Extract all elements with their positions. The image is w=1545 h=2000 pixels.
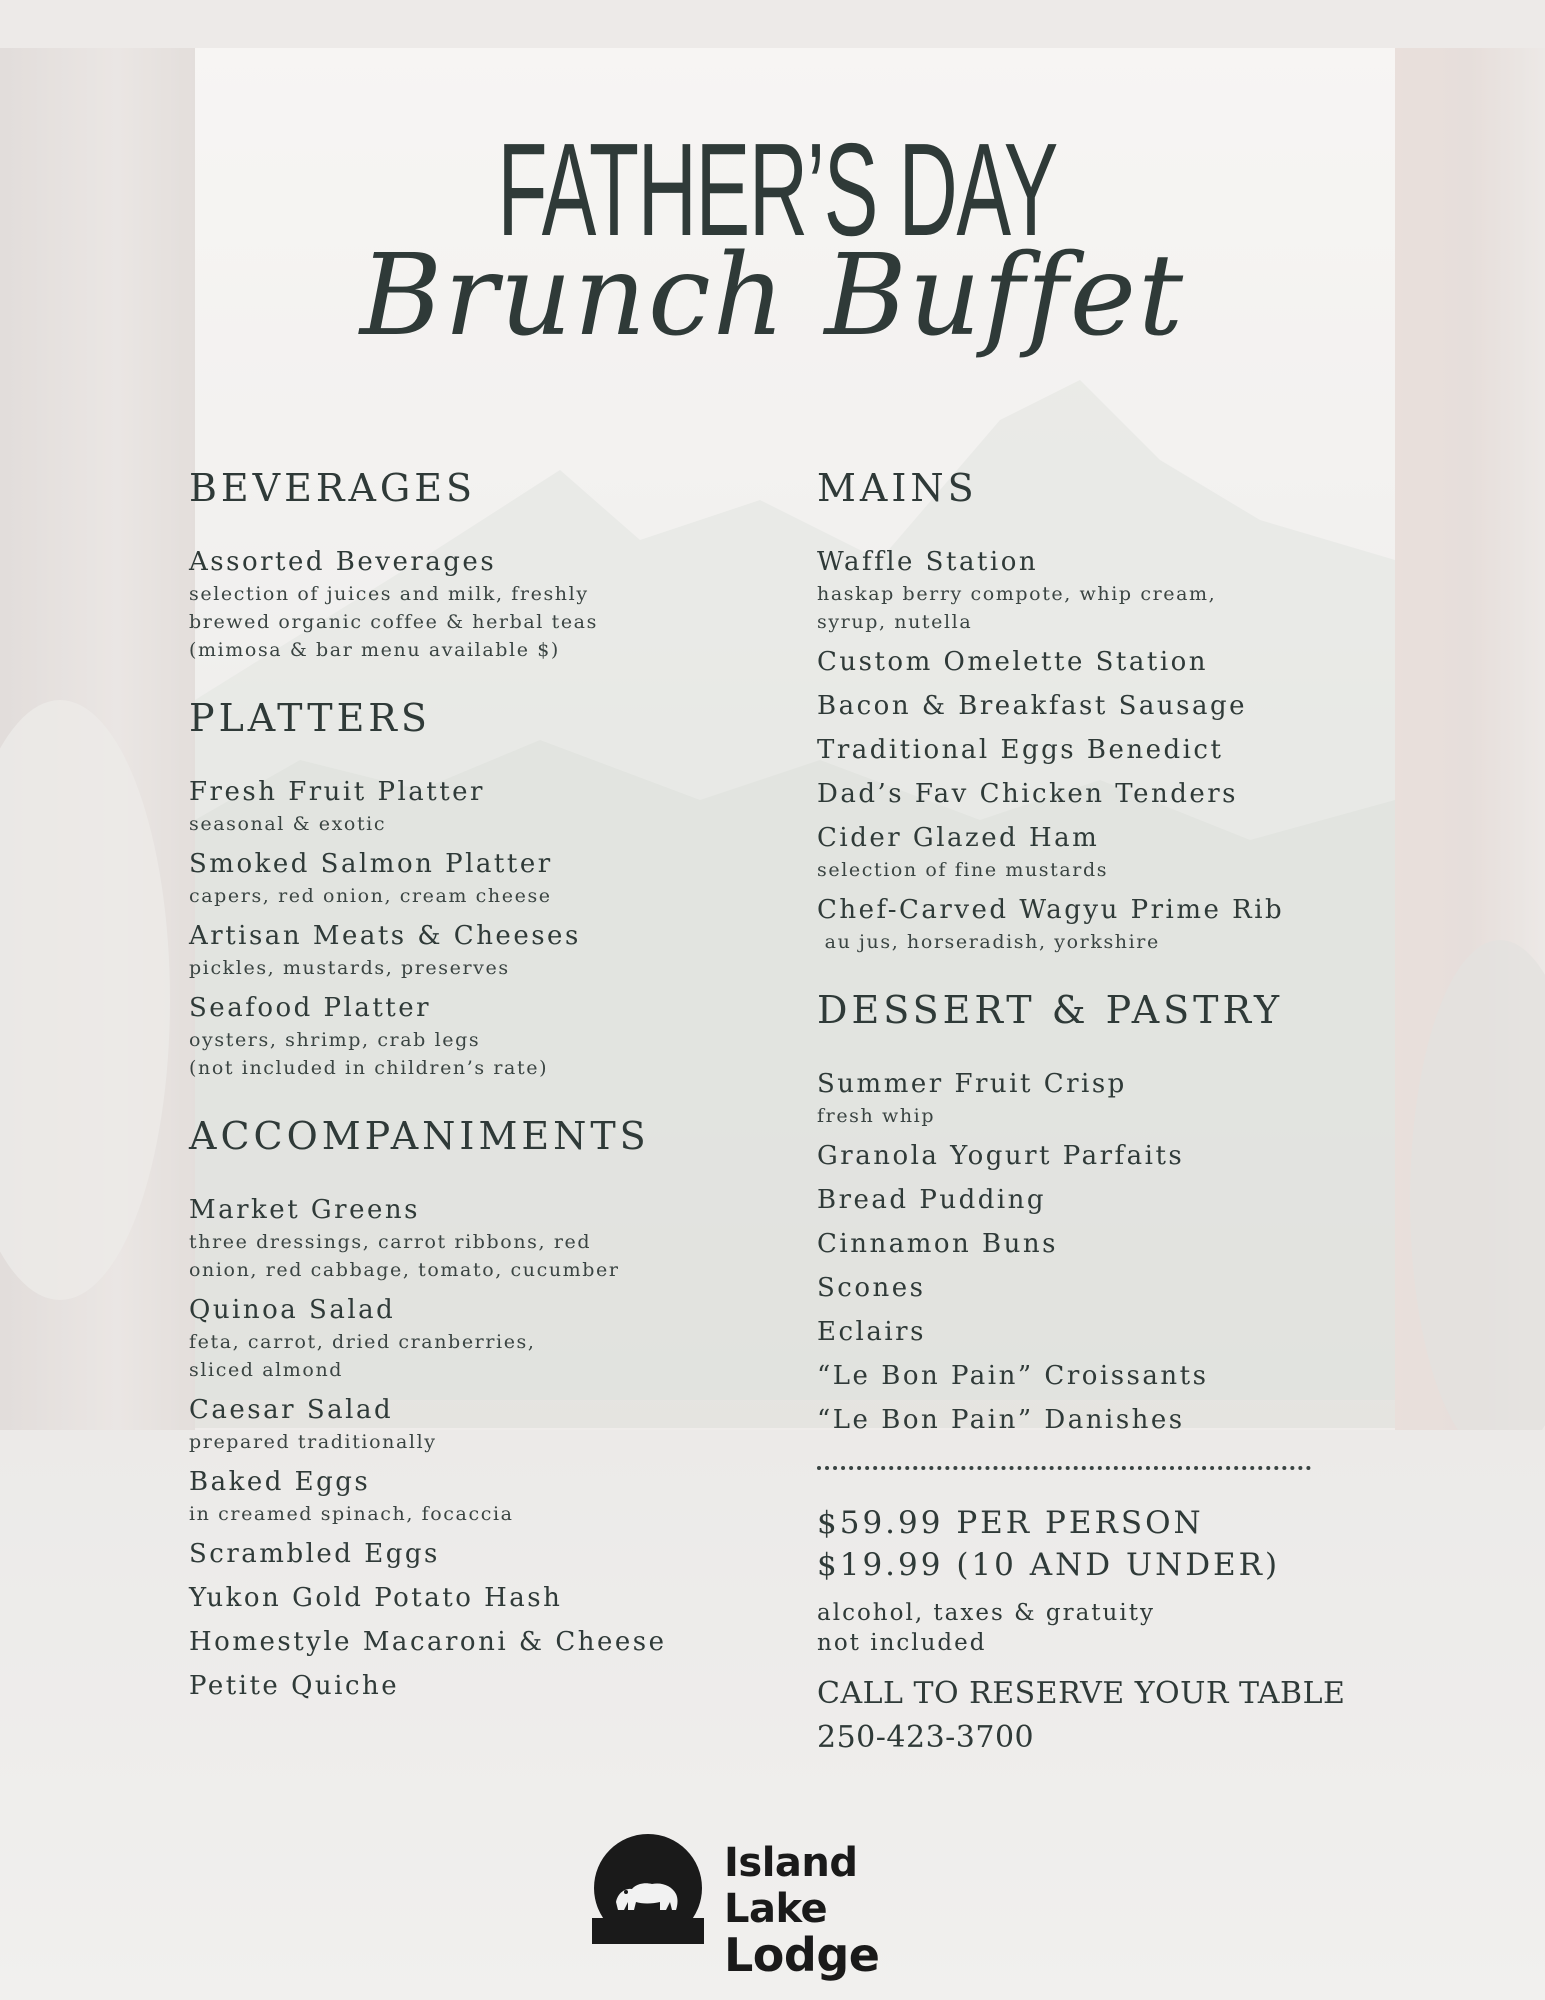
menu-item [189, 1624, 789, 1660]
menu-item-description: capers, red onion, cream cheese [189, 885, 552, 907]
menu-item [189, 774, 789, 838]
menu-item-name: Homestyle Macaroni & Cheese [189, 1627, 667, 1657]
title-fathers-day: FATHER’S DAY [497, 116, 1058, 263]
menu-item-description: (mimosa & bar menu available $) [189, 639, 560, 661]
menu-section-beverages [189, 462, 789, 664]
menu-item-description: haskap berry compote, whip cream, [817, 583, 1217, 605]
menu-item [817, 1358, 1377, 1394]
menu-item [817, 776, 1377, 812]
menu-item-name: Bacon & Breakfast Sausage [817, 691, 1248, 721]
reserve-phone[interactable]: 250-423-3700 [817, 1720, 1035, 1755]
menu-item-description: selection of juices and milk, freshly [189, 583, 589, 605]
menu-item-name: Market Greens [189, 1195, 420, 1225]
section-heading: MAINS [817, 466, 978, 510]
adult-price: $59.99 PER PERSON [817, 1505, 1204, 1541]
menu-item [817, 1314, 1377, 1350]
left-menu-column [189, 462, 789, 1732]
menu-item [189, 1536, 789, 1572]
menu-item [817, 732, 1377, 768]
bear-icon [592, 1832, 704, 1944]
menu-item-name: Quinoa Salad [189, 1295, 396, 1325]
menu-item [189, 1668, 789, 1704]
menu-item-description: syrup, nutella [817, 611, 973, 633]
menu-item [189, 846, 789, 910]
menu-item [817, 644, 1377, 680]
reserve-text: CALL TO RESERVE YOUR TABLE [817, 1676, 1346, 1711]
dotted-divider [817, 1466, 1311, 1470]
menu-item-description: prepared traditionally [189, 1431, 437, 1453]
menu-item-name: Granola Yogurt Parfaits [817, 1141, 1185, 1171]
menu-item-name: Eclairs [817, 1317, 926, 1347]
menu-item-name: Petite Quiche [189, 1671, 400, 1701]
menu-item-description: oysters, shrimp, crab legs [189, 1029, 481, 1051]
menu-item-description: feta, carrot, dried cranberries, [189, 1331, 536, 1353]
menu-item-description: pickles, mustards, preserves [189, 957, 510, 979]
price-note-line2: not included [817, 1630, 987, 1656]
menu-item-name: Cider Glazed Ham [817, 823, 1100, 853]
menu-item [189, 1292, 789, 1384]
menu-item [817, 544, 1377, 636]
menu-item [817, 688, 1377, 724]
title-brunch-buffet: Brunch Buffet [359, 231, 1186, 361]
island-lake-lodge-logo [592, 1832, 972, 1982]
menu-section-mains [817, 462, 1377, 956]
menu-item-name: “Le Bon Pain” Danishes [817, 1405, 1185, 1435]
menu-item-name: Smoked Salmon Platter [189, 849, 553, 879]
menu-item [189, 544, 789, 664]
menu-item [817, 1066, 1377, 1130]
menu-item-name: Artisan Meats & Cheeses [189, 921, 581, 951]
menu-item [189, 918, 789, 982]
child-price: $19.99 (10 AND UNDER) [817, 1547, 1281, 1583]
price-note-line1: alcohol, taxes & gratuity [817, 1600, 1155, 1626]
menu-item-name: Summer Fruit Crisp [817, 1069, 1127, 1099]
menu-item-description: seasonal & exotic [189, 813, 387, 835]
menu-item-description: sliced almond [189, 1359, 344, 1381]
menu-item-name: Baked Eggs [189, 1467, 371, 1497]
menu-item-name: Seafood Platter [189, 993, 432, 1023]
menu-item [817, 1226, 1377, 1262]
menu-item-description: onion, red cabbage, tomato, cucumber [189, 1259, 620, 1281]
menu-section-dessert-pastry [817, 984, 1377, 1438]
menu-item-name: Scrambled Eggs [189, 1539, 440, 1569]
menu-item-name: Cinnamon Buns [817, 1229, 1058, 1259]
menu-item [817, 820, 1377, 884]
menu-item-name: Fresh Fruit Platter [189, 777, 485, 807]
menu-item-name: “Le Bon Pain” Croissants [817, 1361, 1209, 1391]
menu-item-name: Assorted Beverages [189, 547, 497, 577]
menu-item [189, 1192, 789, 1284]
menu-item-name: Scones [817, 1273, 926, 1303]
menu-item-description: fresh whip [817, 1105, 936, 1127]
menu-item-name: Custom Omelette Station [817, 647, 1209, 677]
menu-item [817, 1138, 1377, 1174]
menu-item [817, 892, 1377, 956]
menu-item-description: brewed organic coffee & herbal teas [189, 611, 598, 633]
section-heading: DESSERT & PASTRY [817, 988, 1284, 1032]
menu-item [817, 1182, 1377, 1218]
menu-item-description: au jus, horseradish, yorkshire [817, 931, 1160, 953]
menu-item-description: three dressings, carrot ribbons, red [189, 1231, 592, 1253]
section-heading: BEVERAGES [189, 466, 477, 510]
menu-item [189, 1464, 789, 1528]
menu-item [817, 1402, 1377, 1438]
menu-item [189, 1392, 789, 1456]
logo-line2: Lodge [724, 1928, 880, 1982]
menu-item [189, 990, 789, 1082]
menu-item-name: Dad’s Fav Chicken Tenders [817, 779, 1239, 809]
menu-section-accompaniments [189, 1110, 789, 1704]
pricing-block [817, 1502, 1377, 1760]
menu-item-description: (not included in children’s rate) [189, 1057, 549, 1079]
menu-title [0, 116, 1545, 361]
right-menu-column [817, 462, 1377, 1760]
menu-item-name: Chef-Carved Wagyu Prime Rib [817, 895, 1285, 925]
menu-item-name: Bread Pudding [817, 1185, 1047, 1215]
menu-item [189, 1580, 789, 1616]
menu-item-name: Waffle Station [817, 547, 1039, 577]
section-heading: ACCOMPANIMENTS [189, 1114, 650, 1158]
logo-wordmark [724, 1840, 972, 1982]
menu-item-description: selection of fine mustards [817, 859, 1109, 881]
section-heading: PLATTERS [189, 696, 431, 740]
logo-line1: Island Lake [724, 1840, 858, 1932]
menu-item-name: Yukon Gold Potato Hash [189, 1583, 563, 1613]
menu-item [817, 1270, 1377, 1306]
menu-item-description: in creamed spinach, focaccia [189, 1503, 514, 1525]
menu-item-name: Traditional Eggs Benedict [817, 735, 1224, 765]
menu-section-platters [189, 692, 789, 1082]
menu-item-name: Caesar Salad [189, 1395, 394, 1425]
